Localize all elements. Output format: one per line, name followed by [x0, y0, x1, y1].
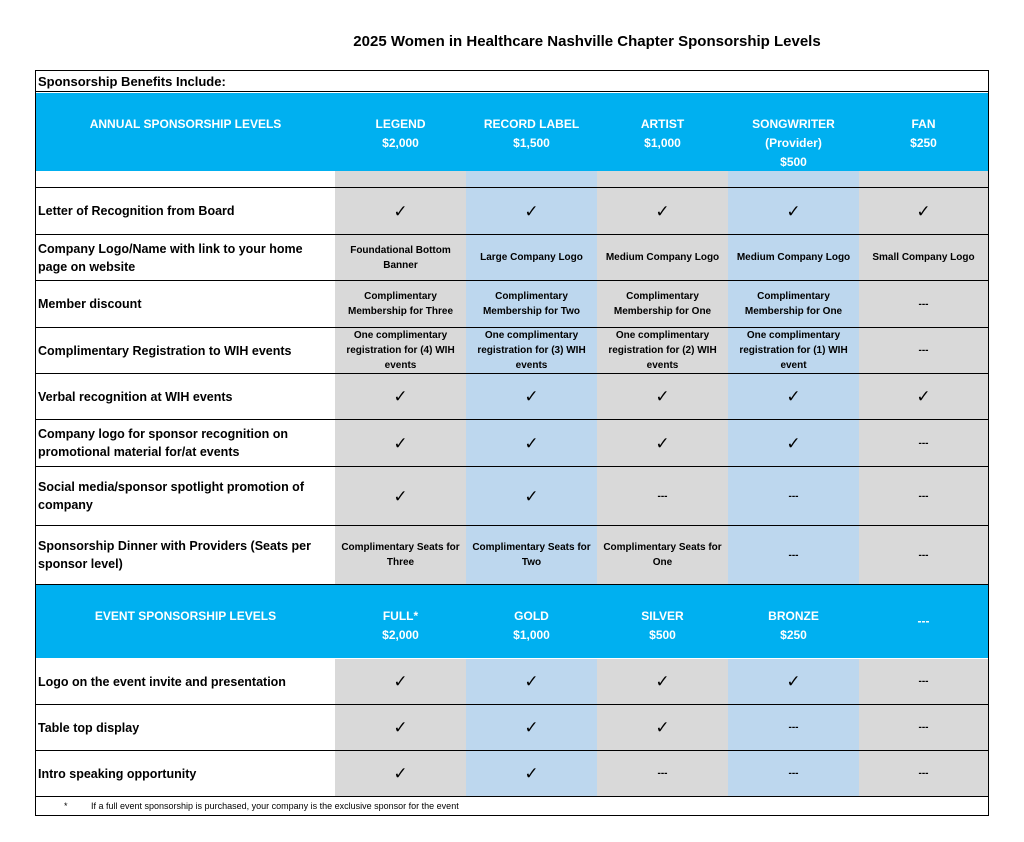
- benefit-cell: [335, 659, 466, 704]
- not-included: ---: [657, 768, 668, 779]
- level-legend: LEGEND $2,000: [335, 93, 466, 171]
- benefit-cell: [728, 659, 859, 704]
- benefit-cell: [597, 281, 728, 327]
- benefit-cell: [335, 374, 466, 419]
- benefit-cell: [466, 235, 597, 280]
- benefit-detail: Complimentary Membership for One: [744, 291, 843, 317]
- benefit-cell: [335, 420, 466, 466]
- event-benefit-row: [36, 659, 988, 705]
- spacer-row: [36, 171, 988, 188]
- annual-benefit-row: [36, 328, 988, 374]
- benefit-label: Logo on the event invite and presentation: [36, 659, 335, 704]
- benefit-detail: One complimentary registration for (4) WIH events: [346, 330, 455, 371]
- level-full: FULL* $2,000: [335, 585, 466, 658]
- benefit-cell: [597, 526, 728, 584]
- footnote-text: If a full event sponsorship is purchased, your company is the exclusive sponsor for the event: [91, 801, 459, 811]
- benefit-cell: [466, 374, 597, 419]
- benefit-cell: [466, 420, 597, 466]
- annual-benefit-row: [36, 374, 988, 420]
- benefit-cell: [335, 281, 466, 327]
- benefit-label: Sponsorship Dinner with Providers (Seats per sponsor level): [36, 526, 335, 584]
- benefit-cell: [859, 328, 988, 373]
- benefit-cell: [597, 420, 728, 466]
- event-benefit-row: [36, 705, 988, 751]
- event-benefit-row: [36, 751, 988, 797]
- benefit-detail: Foundational Bottom Banner: [350, 244, 451, 271]
- page-title: 2025 Women in Healthcare Nashville Chapter Sponsorship Levels: [353, 33, 821, 50]
- not-included: ---: [918, 676, 929, 687]
- footnote-star: *: [64, 801, 68, 811]
- benefit-cell: [466, 751, 597, 796]
- benefit-cell: [859, 235, 988, 280]
- benefit-cell: [728, 751, 859, 796]
- benefit-cell: [728, 235, 859, 280]
- level-record-label: RECORD LABEL $1,500: [466, 93, 597, 171]
- benefit-cell: [335, 526, 466, 584]
- benefit-cell: [597, 467, 728, 525]
- benefit-cell: [859, 705, 988, 750]
- benefit-label: Company Logo/Name with link to your home page on website: [36, 235, 335, 280]
- benefit-label: Verbal recognition at WIH events: [36, 374, 335, 419]
- benefit-detail: Small Company Logo: [872, 252, 975, 263]
- benefit-cell: [859, 751, 988, 796]
- annual-benefit-row: [36, 281, 988, 328]
- not-included: ---: [918, 722, 929, 733]
- check-icon: ✓: [655, 201, 670, 221]
- benefit-cell: [728, 328, 859, 373]
- check-icon: ✓: [786, 672, 801, 691]
- benefit-cell: [335, 235, 466, 280]
- check-icon: ✓: [393, 387, 408, 406]
- benefit-detail: One complimentary registration for (2) WIH events: [608, 330, 717, 371]
- benefit-cell: [597, 374, 728, 419]
- benefit-cell: [335, 188, 466, 234]
- benefit-cell: [728, 188, 859, 234]
- level-silver: SILVER $500: [597, 585, 728, 658]
- not-included: ---: [788, 549, 799, 561]
- check-icon: ✓: [524, 201, 539, 221]
- benefit-label: Complimentary Registration to WIH events: [36, 328, 335, 373]
- annual-benefit-row: [36, 188, 988, 235]
- benefit-cell: [597, 751, 728, 796]
- not-included: ---: [918, 298, 929, 310]
- benefit-detail: Complimentary Membership for Two: [482, 291, 581, 317]
- check-icon: ✓: [393, 672, 408, 691]
- benefit-cell: [335, 705, 466, 750]
- benefit-detail: Medium Company Logo: [605, 252, 720, 263]
- check-icon: ✓: [524, 486, 539, 506]
- benefit-cell: [859, 526, 988, 584]
- benefit-cell: [728, 281, 859, 327]
- benefit-cell: [466, 281, 597, 327]
- check-icon: ✓: [524, 764, 539, 783]
- benefit-cell: [859, 659, 988, 704]
- check-icon: ✓: [786, 433, 801, 453]
- benefit-cell: [859, 188, 988, 234]
- check-icon: ✓: [524, 433, 539, 453]
- sponsorship-table: [35, 70, 989, 816]
- benefit-label: Member discount: [36, 281, 335, 327]
- annual-header-row: [36, 93, 988, 171]
- benefit-cell: [597, 659, 728, 704]
- benefit-detail: Complimentary Membership for One: [613, 291, 712, 317]
- check-icon: ✓: [393, 718, 408, 737]
- check-icon: ✓: [393, 764, 408, 783]
- check-icon: ✓: [655, 718, 670, 737]
- benefit-cell: [335, 751, 466, 796]
- benefit-cell: [728, 705, 859, 750]
- benefit-detail: One complimentary registration for (1) WIH event: [739, 330, 848, 371]
- benefit-detail: Complimentary Seats for Two: [472, 542, 591, 568]
- benefit-cell: [859, 281, 988, 327]
- benefit-cell: [728, 374, 859, 419]
- benefit-cell: [335, 467, 466, 525]
- check-icon: ✓: [393, 201, 408, 221]
- not-included: ---: [788, 768, 799, 779]
- level-songwriter: SONGWRITER (Provider) $500: [728, 93, 859, 171]
- benefit-cell: [466, 659, 597, 704]
- footnote: [36, 796, 988, 816]
- benefit-cell: [466, 188, 597, 234]
- level-fan: FAN $250: [859, 93, 988, 171]
- level-bronze: BRONZE $250: [728, 585, 859, 658]
- check-icon: ✓: [393, 433, 408, 453]
- annual-benefit-row: [36, 420, 988, 467]
- not-included: ---: [788, 490, 799, 502]
- benefit-cell: [597, 235, 728, 280]
- annual-header-label: ANNUAL SPONSORSHIP LEVELS: [36, 93, 335, 171]
- benefit-detail: Complimentary Membership for Three: [347, 291, 454, 317]
- event-header-row: [36, 585, 988, 658]
- benefit-cell: [466, 705, 597, 750]
- benefit-label: Letter of Recognition from Board: [36, 188, 335, 234]
- check-icon: ✓: [524, 718, 539, 737]
- benefit-detail: One complimentary registration for (3) WIH events: [477, 330, 586, 371]
- not-included: ---: [918, 345, 929, 356]
- benefit-label: Social media/sponsor spotlight promotion of company: [36, 467, 335, 525]
- not-included: ---: [918, 768, 929, 779]
- benefit-cell: [859, 420, 988, 466]
- not-included: ---: [918, 437, 929, 449]
- benefit-label: Company logo for sponsor recognition on promotional material for/at events: [36, 420, 335, 466]
- benefit-cell: [335, 328, 466, 373]
- level-none: ---: [859, 585, 988, 658]
- annual-benefit-row: [36, 467, 988, 526]
- not-included: ---: [918, 549, 929, 561]
- benefit-cell: [597, 188, 728, 234]
- check-icon: ✓: [916, 201, 931, 221]
- benefit-cell: [728, 526, 859, 584]
- benefit-detail: Complimentary Seats for Three: [341, 542, 460, 568]
- benefit-cell: [859, 374, 988, 419]
- check-icon: ✓: [393, 486, 408, 506]
- benefits-header: Sponsorship Benefits Include:: [36, 71, 988, 92]
- event-header-label: EVENT SPONSORSHIP LEVELS: [36, 585, 335, 658]
- check-icon: ✓: [786, 387, 801, 406]
- benefit-detail: Complimentary Seats for One: [603, 542, 722, 568]
- not-included: ---: [918, 490, 929, 502]
- check-icon: ✓: [655, 433, 670, 453]
- check-icon: ✓: [655, 672, 670, 691]
- benefit-cell: [466, 328, 597, 373]
- benefit-cell: [597, 328, 728, 373]
- benefit-label: Table top display: [36, 705, 335, 750]
- check-icon: ✓: [786, 201, 801, 221]
- benefit-label: Intro speaking opportunity: [36, 751, 335, 796]
- annual-benefit-row: [36, 235, 988, 281]
- check-icon: ✓: [916, 387, 931, 406]
- benefit-detail: Large Company Logo: [480, 252, 583, 263]
- benefit-cell: [597, 705, 728, 750]
- check-icon: ✓: [524, 387, 539, 406]
- benefit-cell: [466, 467, 597, 525]
- level-artist: ARTIST $1,000: [597, 93, 728, 171]
- benefit-cell: [728, 420, 859, 466]
- check-icon: ✓: [655, 387, 670, 406]
- level-gold: GOLD $1,000: [466, 585, 597, 658]
- check-icon: ✓: [524, 672, 539, 691]
- benefit-cell: [466, 526, 597, 584]
- annual-benefit-row: [36, 526, 988, 585]
- not-included: ---: [788, 722, 799, 733]
- benefit-detail: Medium Company Logo: [736, 252, 851, 263]
- benefit-cell: [859, 467, 988, 525]
- not-included: ---: [657, 490, 668, 502]
- benefit-cell: [728, 467, 859, 525]
